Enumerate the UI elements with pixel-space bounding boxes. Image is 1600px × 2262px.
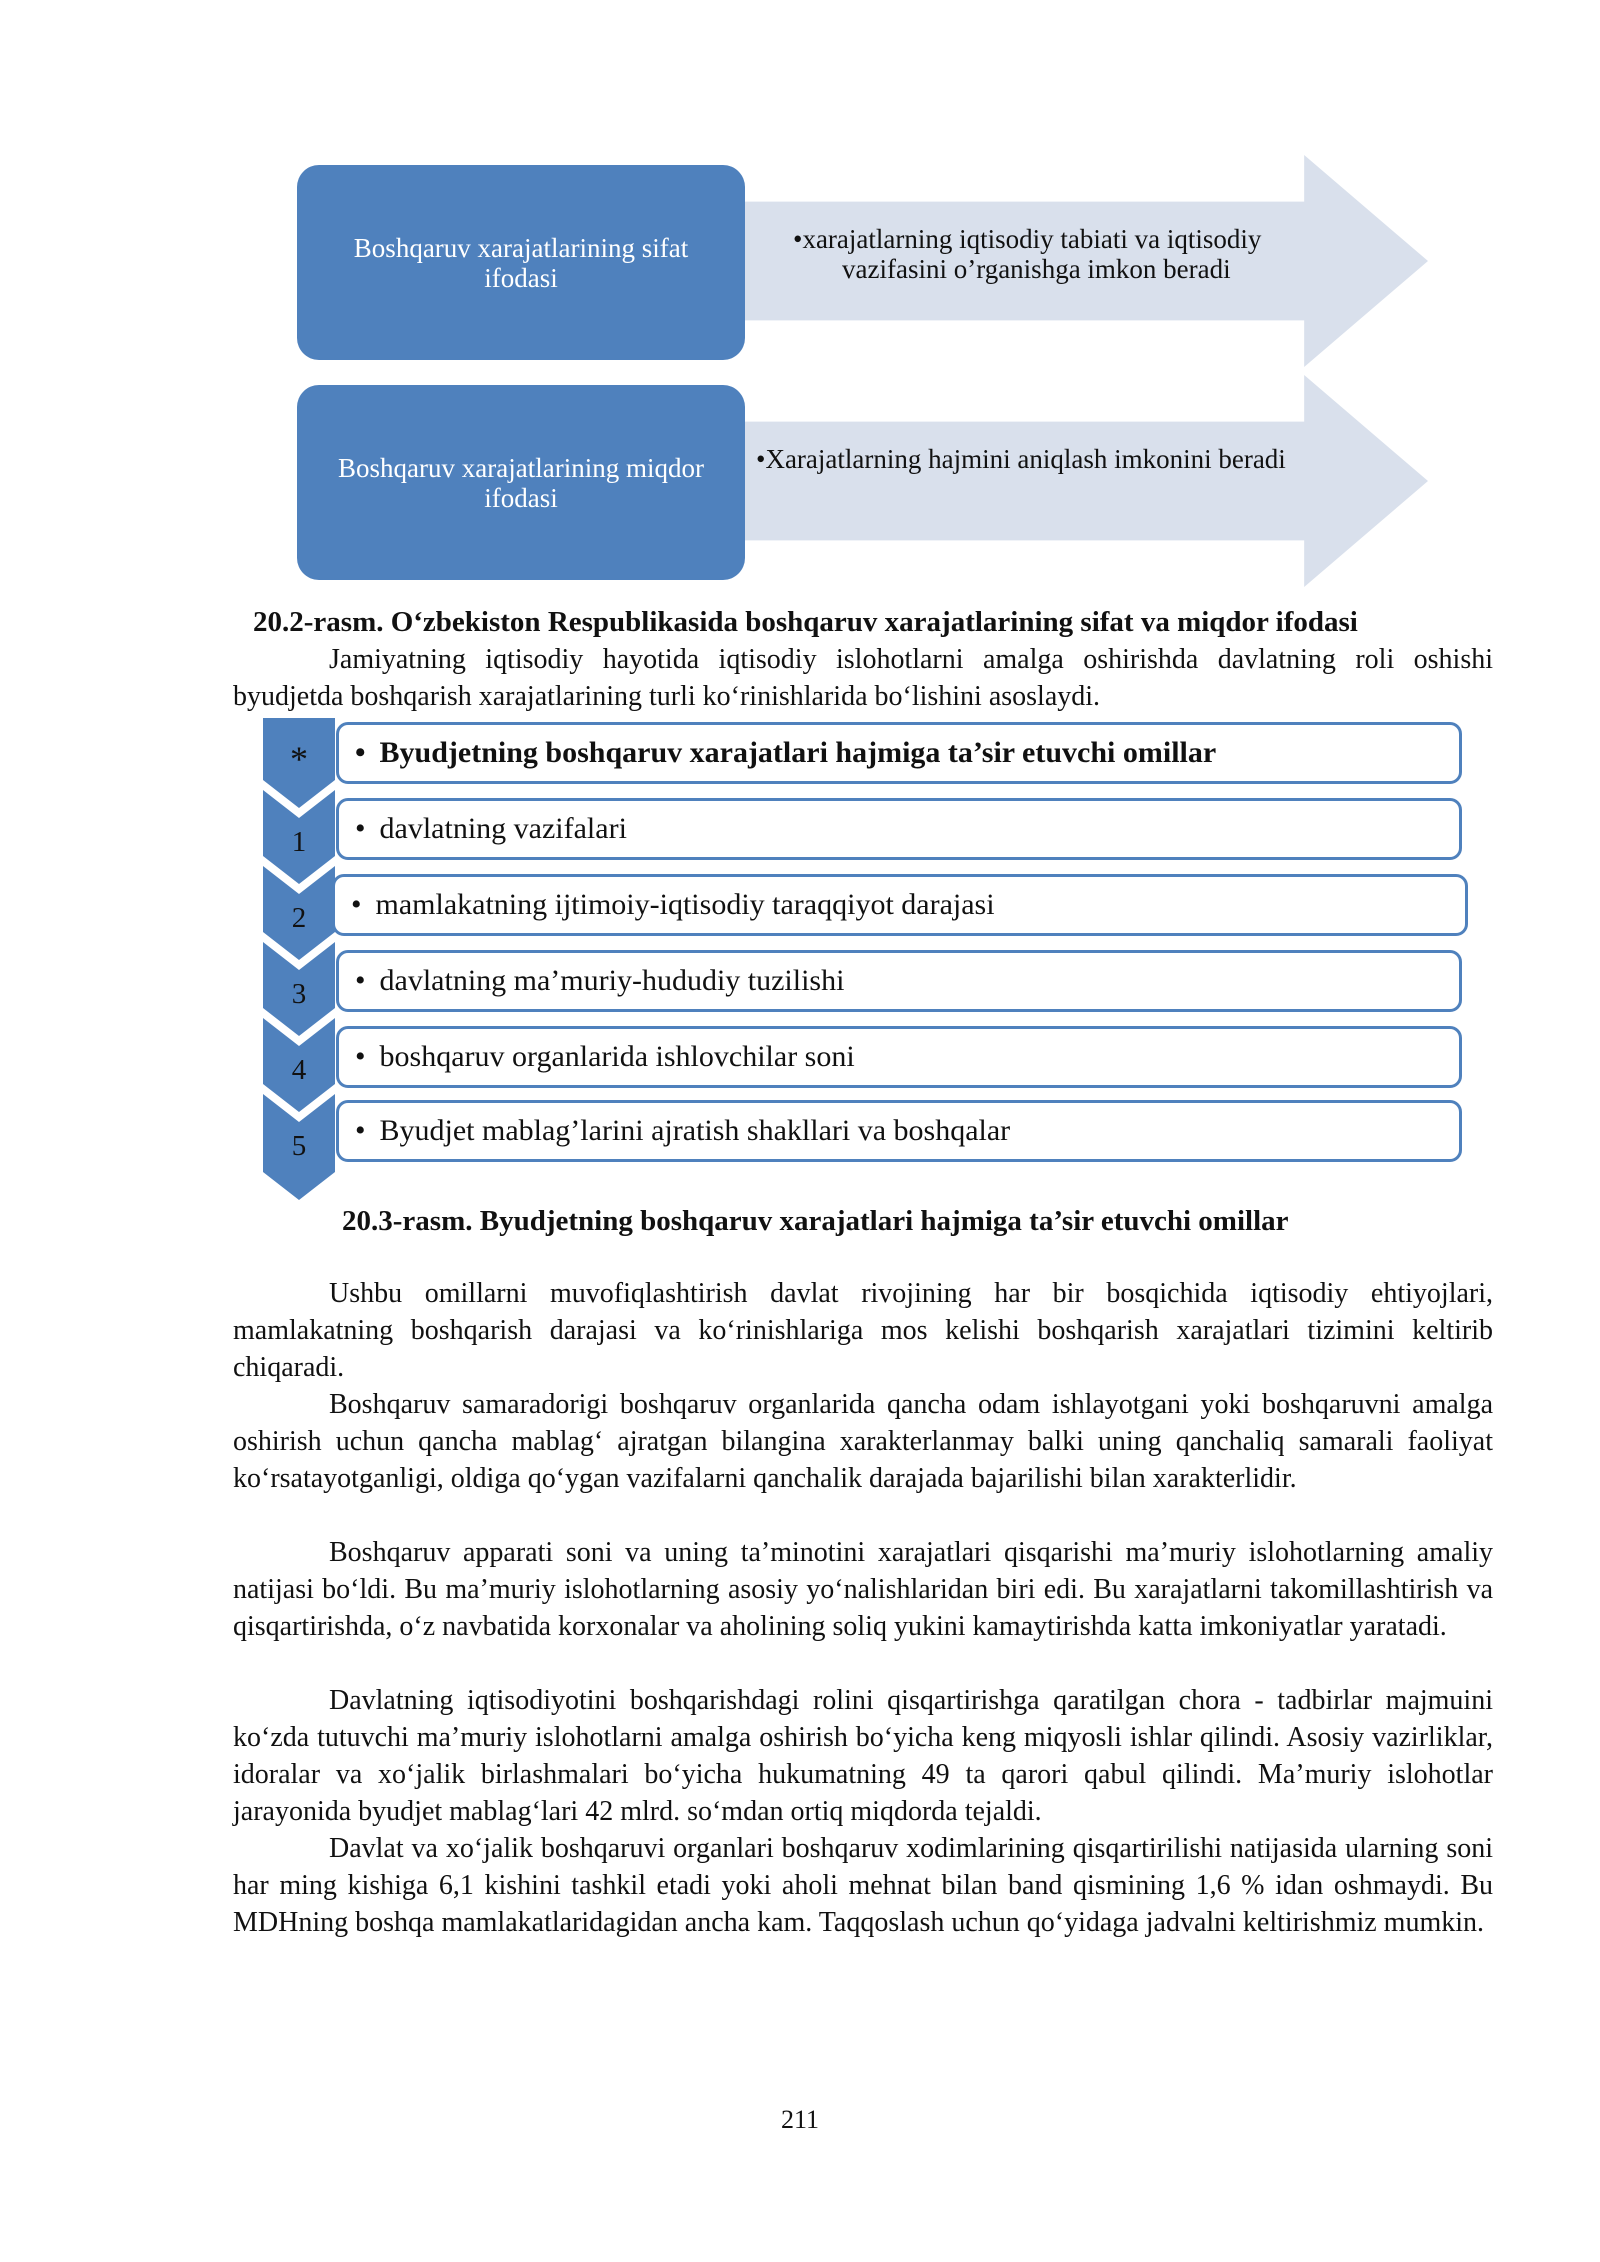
factor-item: • boshqaruv organlarida ishlovchilar soni [336,1026,1462,1088]
factor-item: • davlatning ma’muriy-hududiy tuzilishi [336,950,1462,1012]
body-paragraph: Davlatning iqtisodiyotini boshqarishdagi rolini qisqartirishga qaratilgan chora - tadbirlar majmuini ko‘zda tutuvchi ma’muriy islohotlarni amalga oshirish bo‘yicha keng miqyosli ishlar qilindi. Asosiy vazirliklar, idoralar va xo‘jalik birlashmalari bo‘yicha hukumatning 49 ta qarori qabul qilindi. Ma’muriy islohotlar jarayonida byudjet mablag‘lari 42 mlrd. so‘mdan ortiq miqdorda tejaldi. [233,1685,1493,1827]
factor-number: 3 [291,978,307,1010]
body-paragraph: Boshqaruv apparati soni va uning ta’minotini xarajatlari qisqarishi ma’muriy islohotlarning amaliy natijasi bo‘ldi. Bu ma’muriy islohotlarning asosiy yo‘nalishlaridan biri edi. Bu xarajatlarni takomillashtirish va qisqartirishda, o‘z navbatida korxonalar va aholining soliq yukini kamaytirishda katta imkoniyatlar yaratadi. [233,1537,1493,1642]
quality-expression-box: Boshqaruv xarajatlarining sifat ifodasi [297,165,745,360]
arrow-text: •Xarajatlarning hajmini aniqlash imkonini beradi [756,444,1286,474]
factor-number: 5 [291,1130,307,1162]
body-paragraph: Davlat va xo‘jalik boshqaruvi organlari boshqaruv xodimlarining qisqartirilishi natijasida ularning soni har ming kishiga 6,1 kishini tashkil etadi yoki aholi mehnat bilan band qismining 1,6 % idan oshmaydi. Bu MDHning boshqa mamlakatlaridagidan ancha kam. Taqqoslash uchun qo‘yidaga jadvalni keltirishmiz mumkin. [233,1833,1493,1938]
factor-number: 1 [291,826,307,858]
figure-caption: 20.3-rasm. Byudjetning boshqaruv xarajatlari hajmiga ta’sir etuvchi omillar [342,1205,1289,1237]
arrow-shape [740,375,1428,587]
quantity-expression-box: Boshqaruv xarajatlarining miqdor ifodasi [297,385,745,580]
factor-item: • davlatning vazifalari [336,798,1462,860]
factor-number: 2 [291,902,307,934]
factor-header-box: • Byudjetning boshqaruv xarajatlari hajmiga ta’sir etuvchi omillar [336,722,1462,784]
page-number: 211 [780,2105,820,2134]
body-paragraph: Boshqaruv samaradorigi boshqaruv organlarida qancha odam ishlayotgani yoki boshqaruvni amalga oshirish uchun qancha mablag‘ ajratgan bilangina xarakterlanmay balki uning qanchaliq samarali faoliyat ko‘rsatayotganligi, oldiga qo‘ygan vazifalarni qanchalik darajada bajarilishi bilan xarakterlidir. [233,1389,1493,1494]
arrow-text: •xarajatlarning iqtisodiy tabiati va iqtisodiy vazifasini o’rganishga imkon beradi [793,224,1262,284]
asterisk-marker: * [290,739,308,779]
factor-item: • Byudjet mablag’larini ajratish shakllari va boshqalar [336,1100,1462,1162]
figure-caption: 20.2-rasm. O‘zbekiston Respublikasida boshqaruv xarajatlarining sifat va miqdor ifodasi [253,606,1358,638]
factor-item: • mamlakatning ijtimoiy-iqtisodiy taraqqiyot darajasi [332,874,1468,936]
body-paragraph: Ushbu omillarni muvofiqlashtirish davlat rivojining har bir bosqichida iqtisodiy ehtiyojlari, mamlakatning boshqarish darajasi va ko‘rinishlariga mos kelishi boshqarish xarajatlari tizimini keltirib chiqaradi. [233,1278,1493,1383]
factor-number: 4 [291,1054,307,1086]
intro-paragraph: Jamiyatning iqtisodiy hayotida iqtisodiy islohotlarni amalga oshirishda davlatning roli oshishi byudjetda boshqarish xarajatlarining turli ko‘rinishlarida bo‘lishini asoslaydi. [233,644,1493,712]
